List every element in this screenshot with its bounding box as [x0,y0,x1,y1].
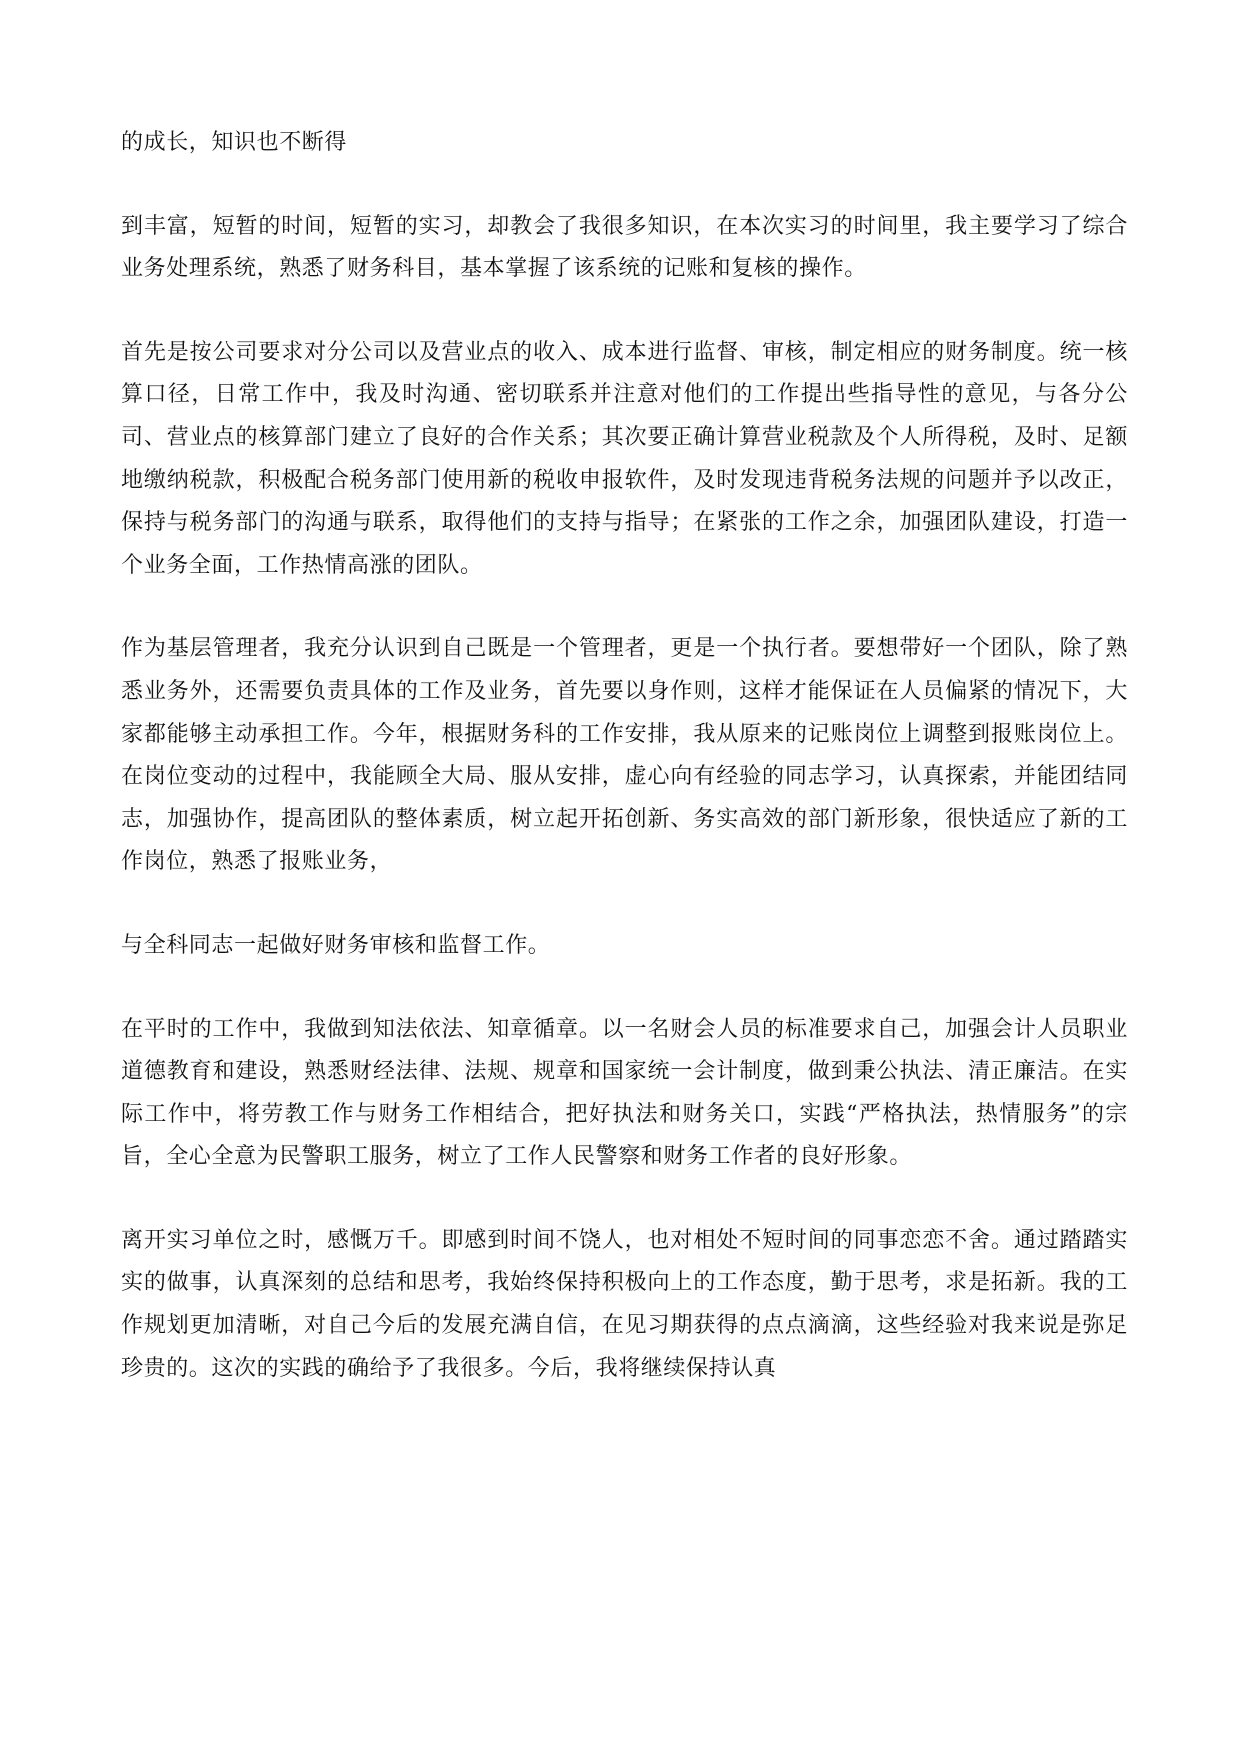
paragraph: 的成长，知识也不断得 [121,130,348,155]
paragraph: 离开实习单位之时，感慨万千。即感到时间不饶人，也对相处不短时间的同事恋恋不舍。通过踏踏实实的做事，认真深刻的总结和思考，我始终保持积极向上的工作态度，勤于思考，求是拓新。我的工作规划更加清晰，对自己今后的发展充满自信，在见习期获得的点点滴滴，这些经验对我来说是弥足珍贵的。这次的实践的确给予了我很多。今后，我将继续保持认真 [121,1227,1128,1381]
paragraph: 与全科同志一起做好财务审核和监督工作。 [121,932,551,958]
paragraph: 到丰富，短暂的时间，短暂的实习，却教会了我很多知识，在本次实习的时间里，我主要学习了综合业务处理系统，熟悉了财务科目，基本掌握了该系统的记账和复核的操作。 [121,213,1128,282]
paragraph: 在平时的工作中，我做到知法依法、知章循章。以一名财会人员的标准要求自己，加强会计人员职业道德教育和建设，熟悉财经法律、法规、规章和国家统一会计制度，做到秉公执法、清正廉洁。在实际工作中，将劳教工作与财务工作相结合，把好执法和财务关口，实践“严格执法，热情服务”的宗旨，全心全意为民警职工服务，树立了工作人民警察和财务工作者的良好形象。 [121,1016,1128,1170]
paragraph: 作为基层管理者，我充分认识到自己既是一个管理者，更是一个执行者。要想带好一个团队，除了熟悉业务外，还需要负责具体的工作及业务，首先要以身作则，这样才能保证在人员偏紧的情况下，大家都能够主动承担工作。今年，根据财务科的工作安排，我从原来的记账岗位上调整到报账岗位上。在岗位变动的过程中，我能顾全大局、服从安排，虚心向有经验的同志学习，认真探索，并能团结同志，加强协作，提高团队的整体素质，树立起开拓创新、务实高效的部门新形象，很快适应了新的工作岗位，熟悉了报账业务， [121,636,1128,875]
paragraph: 首先是按公司要求对分公司以及营业点的收入、成本进行监督、审核，制定相应的财务制度。统一核算口径，日常工作中，我及时沟通、密切联系并注意对他们的工作提出些指导性的意见，与各分公司、营业点的核算部门建立了良好的合作关系；其次要正确计算营业税款及个人所得税，及时、足额地缴纳税款，积极配合税务部门使用新的税收申报软件，及时发现违背税务法规的问题并予以改正，保持与税务部门的沟通与联系，取得他们的支持与指导；在紧张的工作之余，加强团队建设，打造一个业务全面，工作热情高涨的团队。 [121,339,1128,578]
